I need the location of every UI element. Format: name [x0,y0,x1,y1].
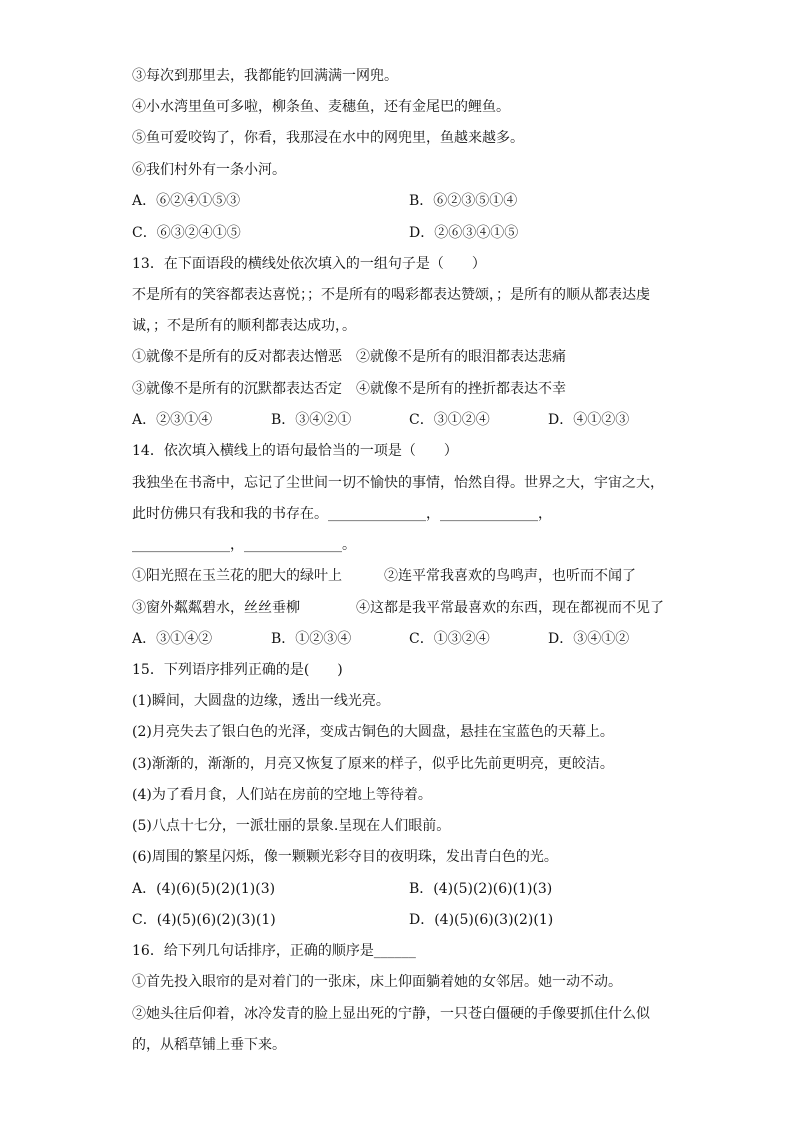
q15-item: (5)八点十七分，一派壮丽的景象.呈现在人们眼前。 [132,818,451,834]
q14-passage-line: 此时仿佛只有我和我的书存在。______________，______________， [132,506,552,522]
q14-stem: 14．依次填入横线上的语句最恰当的一项是（ ） [132,443,458,459]
q15-item: (6)周围的繁星闪烁，像一颗颗光彩夺目的夜明珠，发出青白色的光。 [132,849,558,865]
q13-items-line: ①就像不是所有的反对都表达憎恶 ②就像不是所有的眼泪都表达悲痛 [132,349,566,365]
q15-item: (4)为了看月食，人们站在房前的空地上等待着。 [132,787,432,803]
q15-option-b: B．(4)(5)(2)(6)(1)(3) [409,881,553,897]
q13-option-b: B．③④②① [271,412,352,428]
q12-item-3: ③每次到那里去，我都能钓回满满一网兜。 [132,68,398,84]
q16-stem: 16．给下列几句话排序，正确的顺序是______ [132,943,416,959]
q12-item-6: ⑥我们村外有一条小河。 [132,162,286,178]
q16-item: 的，从稻草铺上垂下来。 [132,1037,286,1053]
q14-option-a: A．③①④② [132,631,213,647]
q13-option-a: A．②③①④ [132,412,213,428]
q13-passage-line: 不是所有的笑容都表达喜悦；；不是所有的喝彩都表达赞颂，；是所有的顺从都表达虔 [132,287,650,303]
q15-option-a: A．(4)(6)(5)(2)(1)(3) [132,881,276,897]
q13-passage-line: 诚，；不是所有的顺利都表达成功，。 [132,318,356,334]
q14-option-c: C．①③②④ [409,631,490,647]
q15-stem: 15．下列语序排列正确的是( ) [132,662,343,678]
q14-items-line: ①阳光照在玉兰花的肥大的绿叶上 ②连平常我喜欢的鸟鸣声，也听而不闻了 [132,568,636,584]
q15-option-c: C．(4)(5)(6)(2)(3)(1) [132,912,276,928]
q12-option-a: A．⑥②④①⑤③ [132,193,241,209]
q13-stem: 13．在下面语段的横线处依次填入的一组句子是（ ） [132,256,486,272]
q14-option-d: D．③④①② [548,631,630,647]
q13-option-c: C．③①②④ [409,412,490,428]
q12-option-c: C．⑥③②④①⑤ [132,225,241,241]
q14-passage-line: 我独坐在书斋中，忘记了尘世间一切不愉快的事情，怡然自得。世界之大，宇宙之大， [132,475,664,491]
q16-item: ②她头往后仰着，冰冷发青的脸上显出死的宁静，一只苍白僵硬的手像要抓住什么似 [132,1006,650,1022]
q14-passage-line: ______________，______________。 [132,537,356,553]
q13-option-d: D．④①②③ [548,412,630,428]
q12-item-4: ④小水湾里鱼可多啦，柳条鱼、麦穗鱼，还有金尾巴的鲤鱼。 [132,99,510,115]
q12-option-b: B．⑥②③⑤①④ [409,193,518,209]
q13-items-line: ③就像不是所有的沉默都表达否定 ④就像不是所有的挫折都表达不幸 [132,381,566,397]
q16-item: ①首先投入眼帘的是对着门的一张床，床上仰面躺着她的女邻居。她一动不动。 [132,974,622,990]
q12-item-5: ⑤鱼可爱咬钩了，你看，我那浸在水中的网兜里，鱼越来越多。 [132,130,524,146]
q15-item: (1)瞬间，大圆盘的边缘，透出一线光亮。 [132,693,390,709]
q14-option-b: B．①②③④ [271,631,352,647]
q15-item: (2)月亮失去了银白色的光泽，变成古铜色的大圆盘，悬挂在宝蓝色的天幕上。 [132,724,614,740]
q15-item: (3)渐渐的，渐渐的，月亮又恢复了原来的样子，似乎比先前更明亮，更皎洁。 [132,756,614,772]
q15-option-d: D．(4)(5)(6)(3)(2)(1) [409,912,554,928]
q12-option-d: D．②⑥③④①⑤ [409,225,519,241]
q14-items-line: ③窗外粼粼碧水，丝丝垂柳 ④这都是我平常最喜欢的东西，现在都视而不见了 [132,600,664,616]
